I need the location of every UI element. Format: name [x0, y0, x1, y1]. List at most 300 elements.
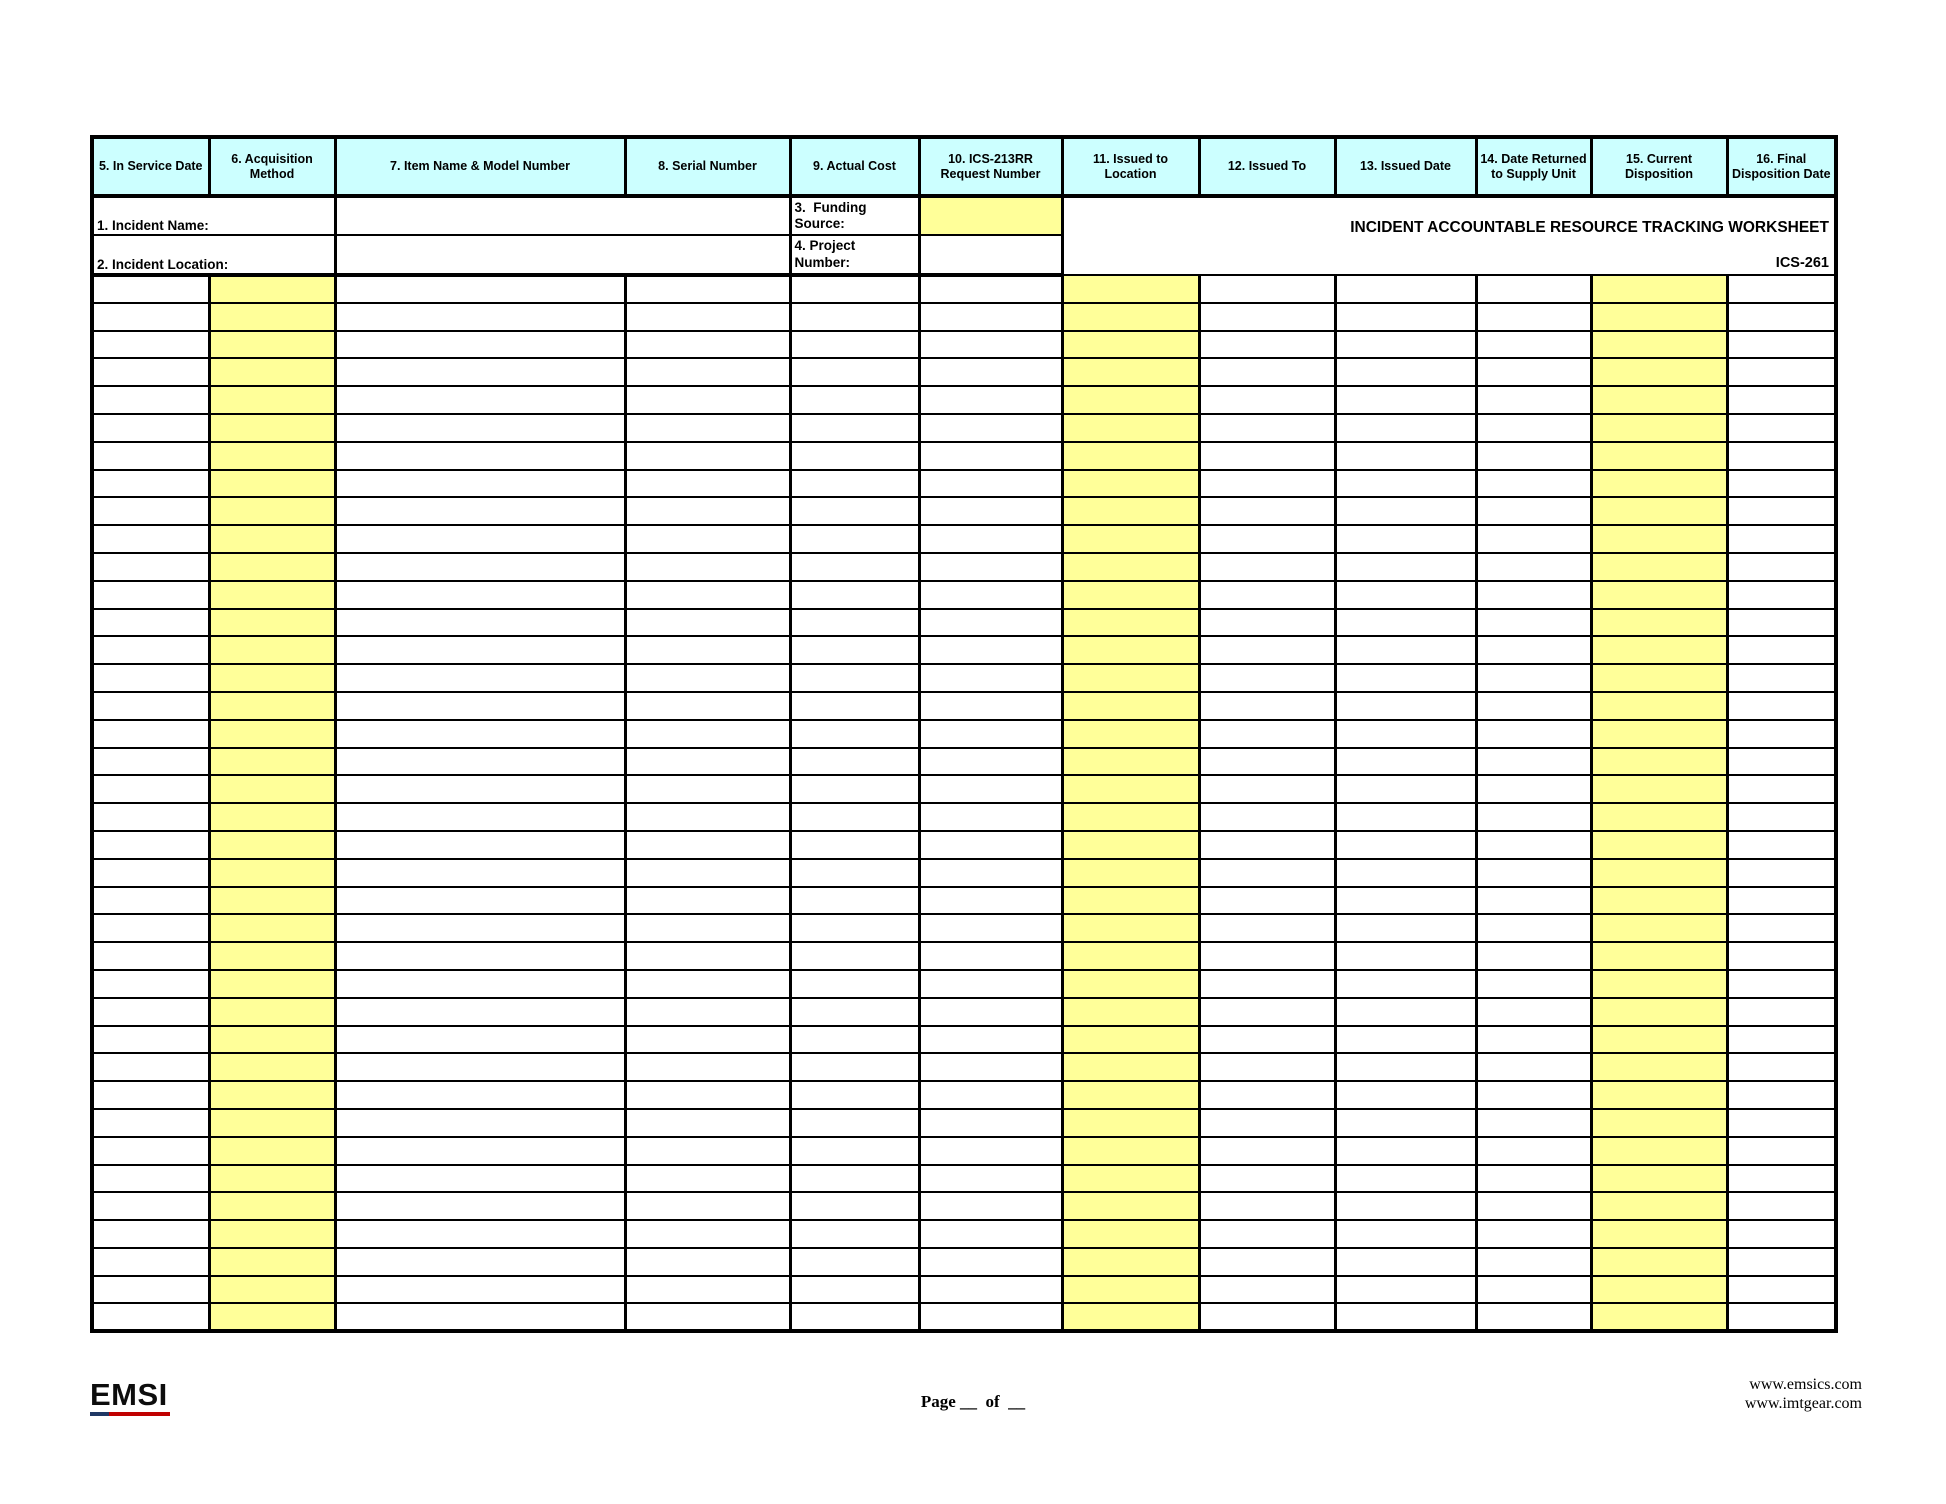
grid-cell[interactable] [1727, 470, 1836, 498]
grid-cell[interactable] [919, 692, 1062, 720]
grid-cell[interactable] [625, 1165, 790, 1193]
grid-cell[interactable] [919, 859, 1062, 887]
grid-cell[interactable] [1335, 331, 1476, 359]
grid-cell[interactable] [919, 1053, 1062, 1081]
grid-cell[interactable] [1591, 748, 1727, 776]
grid-cell[interactable] [92, 1137, 209, 1165]
grid-cell[interactable] [92, 609, 209, 637]
grid-cell[interactable] [92, 497, 209, 525]
grid-cell[interactable] [1727, 331, 1836, 359]
grid-cell[interactable] [335, 442, 625, 470]
grid-cell[interactable] [625, 720, 790, 748]
grid-cell[interactable] [1476, 442, 1591, 470]
grid-cell[interactable] [92, 914, 209, 942]
grid-cell[interactable] [335, 1165, 625, 1193]
grid-cell[interactable] [335, 358, 625, 386]
grid-cell[interactable] [790, 664, 919, 692]
grid-cell[interactable] [919, 664, 1062, 692]
grid-cell[interactable] [209, 303, 335, 331]
grid-cell[interactable] [625, 914, 790, 942]
grid-cell[interactable] [1476, 748, 1591, 776]
grid-cell[interactable] [1727, 1220, 1836, 1248]
grid-cell[interactable] [209, 609, 335, 637]
grid-cell[interactable] [1727, 303, 1836, 331]
grid-cell[interactable] [1062, 803, 1199, 831]
grid-cell[interactable] [1476, 1276, 1591, 1304]
grid-cell[interactable] [1199, 525, 1335, 553]
grid-cell[interactable] [1591, 1081, 1727, 1109]
grid-cell[interactable] [625, 970, 790, 998]
grid-cell[interactable] [209, 914, 335, 942]
grid-cell[interactable] [919, 525, 1062, 553]
grid-cell[interactable] [919, 1109, 1062, 1137]
grid-cell[interactable] [1727, 1081, 1836, 1109]
grid-cell[interactable] [625, 1276, 790, 1304]
grid-cell[interactable] [919, 275, 1062, 303]
grid-cell[interactable] [1335, 358, 1476, 386]
grid-cell[interactable] [790, 303, 919, 331]
grid-cell[interactable] [790, 636, 919, 664]
grid-cell[interactable] [1062, 1303, 1199, 1331]
grid-cell[interactable] [790, 887, 919, 915]
grid-cell[interactable] [209, 942, 335, 970]
grid-cell[interactable] [790, 831, 919, 859]
grid-cell[interactable] [790, 720, 919, 748]
grid-cell[interactable] [1476, 470, 1591, 498]
grid-cell[interactable] [92, 748, 209, 776]
grid-cell[interactable] [919, 609, 1062, 637]
grid-cell[interactable] [919, 914, 1062, 942]
website-link-imtgear[interactable]: www.imtgear.com [1744, 1394, 1862, 1412]
grid-cell[interactable] [209, 553, 335, 581]
grid-cell[interactable] [790, 414, 919, 442]
grid-cell[interactable] [1476, 414, 1591, 442]
grid-cell[interactable] [209, 636, 335, 664]
grid-cell[interactable] [1591, 358, 1727, 386]
grid-cell[interactable] [1199, 275, 1335, 303]
grid-cell[interactable] [1335, 1276, 1476, 1304]
grid-cell[interactable] [790, 442, 919, 470]
grid-cell[interactable] [1591, 275, 1727, 303]
grid-cell[interactable] [1335, 1109, 1476, 1137]
grid-cell[interactable] [1199, 720, 1335, 748]
grid-cell[interactable] [335, 942, 625, 970]
grid-cell[interactable] [209, 748, 335, 776]
grid-cell[interactable] [335, 414, 625, 442]
grid-cell[interactable] [92, 1081, 209, 1109]
grid-cell[interactable] [625, 1109, 790, 1137]
grid-cell[interactable] [1591, 914, 1727, 942]
grid-cell[interactable] [92, 775, 209, 803]
grid-cell[interactable] [1476, 1026, 1591, 1054]
grid-cell[interactable] [790, 1276, 919, 1304]
grid-cell[interactable] [92, 358, 209, 386]
grid-cell[interactable] [1727, 442, 1836, 470]
grid-cell[interactable] [92, 275, 209, 303]
grid-cell[interactable] [1727, 887, 1836, 915]
grid-cell[interactable] [1727, 720, 1836, 748]
grid-cell[interactable] [625, 1053, 790, 1081]
grid-cell[interactable] [919, 636, 1062, 664]
grid-cell[interactable] [92, 1165, 209, 1193]
grid-cell[interactable] [92, 1026, 209, 1054]
grid-cell[interactable] [1476, 581, 1591, 609]
grid-cell[interactable] [335, 275, 625, 303]
grid-cell[interactable] [1335, 1248, 1476, 1276]
grid-cell[interactable] [335, 1109, 625, 1137]
grid-cell[interactable] [919, 1081, 1062, 1109]
grid-cell[interactable] [1727, 692, 1836, 720]
grid-cell[interactable] [790, 1026, 919, 1054]
grid-cell[interactable] [625, 1220, 790, 1248]
grid-cell[interactable] [92, 692, 209, 720]
grid-cell[interactable] [1335, 831, 1476, 859]
grid-cell[interactable] [625, 303, 790, 331]
grid-cell[interactable] [1727, 1276, 1836, 1304]
grid-cell[interactable] [1199, 1220, 1335, 1248]
grid-cell[interactable] [1591, 1026, 1727, 1054]
grid-cell[interactable] [625, 942, 790, 970]
grid-cell[interactable] [1727, 803, 1836, 831]
grid-cell[interactable] [1727, 609, 1836, 637]
grid-cell[interactable] [790, 1081, 919, 1109]
grid-cell[interactable] [1591, 414, 1727, 442]
grid-cell[interactable] [92, 1192, 209, 1220]
grid-cell[interactable] [1476, 331, 1591, 359]
grid-cell[interactable] [625, 581, 790, 609]
grid-cell[interactable] [92, 720, 209, 748]
grid-cell[interactable] [335, 803, 625, 831]
grid-cell[interactable] [209, 692, 335, 720]
grid-cell[interactable] [1591, 581, 1727, 609]
grid-cell[interactable] [1335, 1165, 1476, 1193]
grid-cell[interactable] [1591, 1276, 1727, 1304]
grid-cell[interactable] [1476, 775, 1591, 803]
grid-cell[interactable] [1199, 859, 1335, 887]
grid-cell[interactable] [919, 414, 1062, 442]
grid-cell[interactable] [1727, 1303, 1836, 1331]
grid-cell[interactable] [1476, 1165, 1591, 1193]
grid-cell[interactable] [1727, 414, 1836, 442]
grid-cell[interactable] [92, 664, 209, 692]
grid-cell[interactable] [1476, 998, 1591, 1026]
grid-cell[interactable] [1476, 386, 1591, 414]
grid-cell[interactable] [1591, 831, 1727, 859]
grid-cell[interactable] [1335, 1220, 1476, 1248]
grid-cell[interactable] [1335, 386, 1476, 414]
incident-location-input[interactable] [335, 235, 790, 275]
grid-cell[interactable] [1591, 1165, 1727, 1193]
grid-cell[interactable] [919, 942, 1062, 970]
grid-cell[interactable] [92, 859, 209, 887]
grid-cell[interactable] [1476, 692, 1591, 720]
grid-cell[interactable] [1591, 1137, 1727, 1165]
grid-cell[interactable] [335, 553, 625, 581]
grid-cell[interactable] [1476, 1109, 1591, 1137]
grid-cell[interactable] [335, 470, 625, 498]
grid-cell[interactable] [1199, 887, 1335, 915]
grid-cell[interactable] [1062, 331, 1199, 359]
grid-cell[interactable] [92, 998, 209, 1026]
grid-cell[interactable] [92, 636, 209, 664]
grid-cell[interactable] [1591, 386, 1727, 414]
grid-cell[interactable] [919, 970, 1062, 998]
grid-cell[interactable] [1335, 303, 1476, 331]
grid-cell[interactable] [335, 609, 625, 637]
grid-cell[interactable] [1727, 358, 1836, 386]
grid-cell[interactable] [790, 497, 919, 525]
grid-cell[interactable] [1062, 720, 1199, 748]
grid-cell[interactable] [1199, 748, 1335, 776]
grid-cell[interactable] [919, 303, 1062, 331]
grid-cell[interactable] [1476, 497, 1591, 525]
grid-cell[interactable] [1062, 1026, 1199, 1054]
grid-cell[interactable] [1476, 1248, 1591, 1276]
grid-cell[interactable] [335, 720, 625, 748]
grid-cell[interactable] [1476, 803, 1591, 831]
grid-cell[interactable] [790, 970, 919, 998]
grid-cell[interactable] [1591, 331, 1727, 359]
grid-cell[interactable] [1062, 414, 1199, 442]
grid-cell[interactable] [1199, 914, 1335, 942]
grid-cell[interactable] [92, 1303, 209, 1331]
grid-cell[interactable] [1335, 525, 1476, 553]
grid-cell[interactable] [919, 1137, 1062, 1165]
grid-cell[interactable] [1591, 1109, 1727, 1137]
grid-cell[interactable] [92, 553, 209, 581]
grid-cell[interactable] [1062, 470, 1199, 498]
grid-cell[interactable] [92, 1109, 209, 1137]
grid-cell[interactable] [209, 1026, 335, 1054]
grid-cell[interactable] [1476, 1053, 1591, 1081]
grid-cell[interactable] [1199, 1026, 1335, 1054]
grid-cell[interactable] [1591, 887, 1727, 915]
grid-cell[interactable] [209, 1276, 335, 1304]
grid-cell[interactable] [1062, 497, 1199, 525]
grid-cell[interactable] [209, 525, 335, 553]
grid-cell[interactable] [1062, 748, 1199, 776]
grid-cell[interactable] [1727, 1053, 1836, 1081]
grid-cell[interactable] [335, 859, 625, 887]
grid-cell[interactable] [790, 998, 919, 1026]
grid-cell[interactable] [1335, 970, 1476, 998]
grid-cell[interactable] [1476, 636, 1591, 664]
grid-cell[interactable] [625, 1303, 790, 1331]
grid-cell[interactable] [1062, 998, 1199, 1026]
grid-cell[interactable] [1476, 859, 1591, 887]
grid-cell[interactable] [209, 386, 335, 414]
grid-cell[interactable] [335, 1276, 625, 1304]
grid-cell[interactable] [1062, 887, 1199, 915]
grid-cell[interactable] [209, 887, 335, 915]
grid-cell[interactable] [1199, 1303, 1335, 1331]
grid-cell[interactable] [1335, 803, 1476, 831]
grid-cell[interactable] [1199, 1053, 1335, 1081]
grid-cell[interactable] [92, 1220, 209, 1248]
grid-cell[interactable] [790, 1220, 919, 1248]
grid-cell[interactable] [790, 470, 919, 498]
grid-cell[interactable] [919, 1248, 1062, 1276]
grid-cell[interactable] [1335, 692, 1476, 720]
grid-cell[interactable] [790, 914, 919, 942]
grid-cell[interactable] [1476, 1303, 1591, 1331]
grid-cell[interactable] [625, 775, 790, 803]
grid-cell[interactable] [1335, 636, 1476, 664]
grid-cell[interactable] [335, 331, 625, 359]
grid-cell[interactable] [1199, 636, 1335, 664]
grid-cell[interactable] [335, 636, 625, 664]
grid-cell[interactable] [1591, 1053, 1727, 1081]
grid-cell[interactable] [209, 831, 335, 859]
grid-cell[interactable] [209, 970, 335, 998]
grid-cell[interactable] [1727, 970, 1836, 998]
grid-cell[interactable] [1199, 414, 1335, 442]
grid-cell[interactable] [1335, 1303, 1476, 1331]
grid-cell[interactable] [209, 442, 335, 470]
grid-cell[interactable] [1335, 748, 1476, 776]
grid-cell[interactable] [919, 831, 1062, 859]
grid-cell[interactable] [790, 1137, 919, 1165]
grid-cell[interactable] [209, 581, 335, 609]
grid-cell[interactable] [625, 553, 790, 581]
grid-cell[interactable] [1335, 1026, 1476, 1054]
grid-cell[interactable] [1335, 998, 1476, 1026]
grid-cell[interactable] [919, 1192, 1062, 1220]
grid-cell[interactable] [1199, 998, 1335, 1026]
grid-cell[interactable] [625, 1137, 790, 1165]
grid-cell[interactable] [790, 748, 919, 776]
grid-cell[interactable] [1062, 303, 1199, 331]
grid-cell[interactable] [1062, 581, 1199, 609]
grid-cell[interactable] [92, 803, 209, 831]
grid-cell[interactable] [1062, 1276, 1199, 1304]
grid-cell[interactable] [1591, 942, 1727, 970]
grid-cell[interactable] [1199, 692, 1335, 720]
grid-cell[interactable] [1062, 636, 1199, 664]
grid-cell[interactable] [1727, 942, 1836, 970]
grid-cell[interactable] [790, 386, 919, 414]
grid-cell[interactable] [209, 720, 335, 748]
grid-cell[interactable] [1476, 887, 1591, 915]
grid-cell[interactable] [1062, 859, 1199, 887]
grid-cell[interactable] [92, 525, 209, 553]
grid-cell[interactable] [1591, 664, 1727, 692]
grid-cell[interactable] [1062, 609, 1199, 637]
grid-cell[interactable] [335, 1026, 625, 1054]
grid-cell[interactable] [1335, 720, 1476, 748]
grid-cell[interactable] [625, 831, 790, 859]
grid-cell[interactable] [1335, 553, 1476, 581]
grid-cell[interactable] [92, 303, 209, 331]
grid-cell[interactable] [92, 942, 209, 970]
grid-cell[interactable] [1199, 1276, 1335, 1304]
grid-cell[interactable] [625, 1026, 790, 1054]
grid-cell[interactable] [1727, 1026, 1836, 1054]
grid-cell[interactable] [1476, 942, 1591, 970]
grid-cell[interactable] [1335, 664, 1476, 692]
grid-cell[interactable] [625, 1248, 790, 1276]
grid-cell[interactable] [1199, 775, 1335, 803]
grid-cell[interactable] [209, 1303, 335, 1331]
grid-cell[interactable] [625, 442, 790, 470]
grid-cell[interactable] [1591, 303, 1727, 331]
grid-cell[interactable] [790, 331, 919, 359]
grid-cell[interactable] [625, 664, 790, 692]
grid-cell[interactable] [209, 358, 335, 386]
grid-cell[interactable] [1062, 1137, 1199, 1165]
grid-cell[interactable] [625, 331, 790, 359]
grid-cell[interactable] [790, 1248, 919, 1276]
grid-cell[interactable] [1062, 1109, 1199, 1137]
grid-cell[interactable] [335, 1248, 625, 1276]
grid-cell[interactable] [919, 386, 1062, 414]
grid-cell[interactable] [1476, 275, 1591, 303]
grid-cell[interactable] [625, 525, 790, 553]
grid-cell[interactable] [1591, 442, 1727, 470]
grid-cell[interactable] [1727, 636, 1836, 664]
website-link-emsics[interactable]: www.emsics.com [1749, 1376, 1862, 1393]
grid-cell[interactable] [1591, 1220, 1727, 1248]
grid-cell[interactable] [1476, 1137, 1591, 1165]
grid-cell[interactable] [335, 1137, 625, 1165]
grid-cell[interactable] [1335, 442, 1476, 470]
grid-cell[interactable] [1591, 775, 1727, 803]
grid-cell[interactable] [790, 553, 919, 581]
grid-cell[interactable] [1199, 831, 1335, 859]
grid-cell[interactable] [1062, 1248, 1199, 1276]
grid-cell[interactable] [209, 275, 335, 303]
grid-cell[interactable] [625, 1081, 790, 1109]
grid-cell[interactable] [92, 386, 209, 414]
grid-cell[interactable] [919, 553, 1062, 581]
grid-cell[interactable] [1727, 859, 1836, 887]
grid-cell[interactable] [1199, 803, 1335, 831]
grid-cell[interactable] [1727, 553, 1836, 581]
grid-cell[interactable] [1476, 1081, 1591, 1109]
grid-cell[interactable] [1199, 497, 1335, 525]
grid-cell[interactable] [209, 1137, 335, 1165]
grid-cell[interactable] [1476, 525, 1591, 553]
grid-cell[interactable] [335, 1220, 625, 1248]
grid-cell[interactable] [92, 831, 209, 859]
grid-cell[interactable] [1062, 914, 1199, 942]
grid-cell[interactable] [1476, 720, 1591, 748]
grid-cell[interactable] [1335, 470, 1476, 498]
grid-cell[interactable] [1727, 497, 1836, 525]
grid-cell[interactable] [1062, 525, 1199, 553]
grid-cell[interactable] [1062, 553, 1199, 581]
grid-cell[interactable] [1062, 775, 1199, 803]
grid-cell[interactable] [919, 748, 1062, 776]
grid-cell[interactable] [209, 1165, 335, 1193]
grid-cell[interactable] [1591, 636, 1727, 664]
grid-cell[interactable] [335, 303, 625, 331]
grid-cell[interactable] [919, 1303, 1062, 1331]
grid-cell[interactable] [335, 970, 625, 998]
grid-cell[interactable] [790, 275, 919, 303]
grid-cell[interactable] [1591, 720, 1727, 748]
grid-cell[interactable] [1727, 1109, 1836, 1137]
grid-cell[interactable] [919, 720, 1062, 748]
grid-cell[interactable] [625, 636, 790, 664]
grid-cell[interactable] [1199, 1081, 1335, 1109]
grid-cell[interactable] [625, 414, 790, 442]
grid-cell[interactable] [1727, 998, 1836, 1026]
grid-cell[interactable] [790, 775, 919, 803]
grid-cell[interactable] [1727, 275, 1836, 303]
grid-cell[interactable] [919, 442, 1062, 470]
grid-cell[interactable] [1199, 581, 1335, 609]
